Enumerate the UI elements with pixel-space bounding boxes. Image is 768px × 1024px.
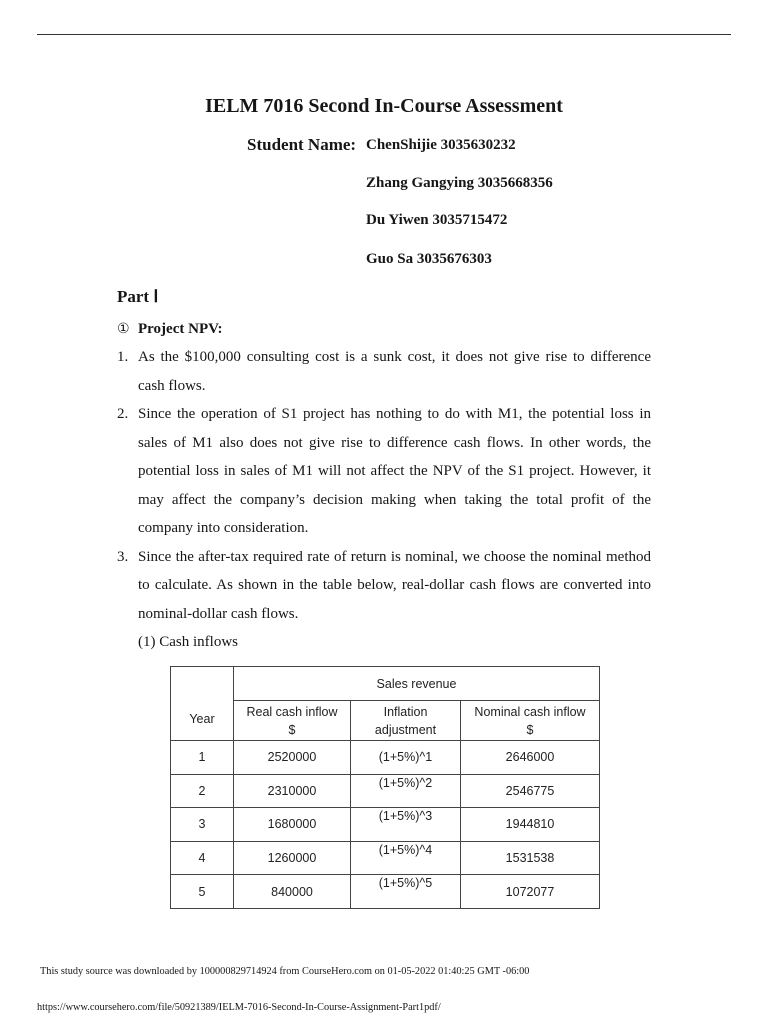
- text-line: As the $100,000 consulting cost is a sunk cost, it does not give rise to difference: [138, 349, 651, 365]
- list-item-number: 2.: [117, 406, 129, 422]
- list-item-number: 3.: [117, 548, 129, 565]
- list-item: [117, 543, 651, 629]
- document-title: IELM 7016 Second In-Course Assessment: [205, 95, 563, 117]
- inflation-adjustment-cell: (1+5%)^1: [351, 741, 461, 775]
- download-note: This study source was downloaded by 100000829714924 from CourseHero.com on 01-05-2022 01:40:25 GMT -06:00: [40, 966, 530, 977]
- table-row: [171, 841, 600, 875]
- year-cell: 3: [171, 808, 234, 842]
- nominal-cash-inflow-cell: 2646000: [461, 741, 600, 775]
- cash-inflows-subheading: (1) Cash inflows: [138, 634, 238, 650]
- header-line: $: [526, 722, 534, 737]
- student-name-label: Student Name:: [247, 135, 357, 154]
- table-group-header-row: [171, 667, 600, 701]
- source-url: https://www.coursehero.com/file/50921389/IELM-7016-Second-In-Course-Assignment-Part1pdf/: [37, 1002, 441, 1013]
- table-row: [171, 741, 600, 775]
- header-line: Real cash inflow: [246, 704, 338, 719]
- header-line: Inflation: [383, 704, 428, 719]
- text-line: Since the operation of S1 project has nothing to do with M1, the potential loss in: [138, 406, 651, 422]
- text-line: potential loss in sales of M1 will not affect the NPV of the S1 project. However, it: [138, 463, 651, 479]
- nominal-cash-inflow-cell: 1944810: [461, 808, 600, 842]
- real-cash-inflow-cell: 840000: [234, 875, 351, 909]
- real-cash-inflow-cell: 2310000: [234, 774, 351, 808]
- nominal-cash-inflow-cell: 1072077: [461, 875, 600, 909]
- text-line: company into consideration.: [138, 520, 309, 536]
- list-item-text: [138, 543, 651, 629]
- list-item: [117, 400, 651, 543]
- top-rule: [37, 34, 731, 35]
- header-line: Nominal cash inflow: [474, 704, 586, 719]
- table-row: [171, 774, 600, 808]
- student-name-2: Zhang Gangying 3035668356: [366, 175, 553, 191]
- list-item-text: [138, 400, 651, 543]
- inflation-adjustment-cell: (1+5%)^4: [351, 841, 461, 875]
- header-line: $: [288, 722, 296, 737]
- section-heading: [117, 317, 223, 341]
- year-cell: 1: [171, 741, 234, 775]
- table-row: [171, 808, 600, 842]
- circled-one-marker: ①: [117, 321, 130, 337]
- header-line: adjustment: [374, 722, 437, 737]
- list-item-text: [138, 343, 651, 400]
- text-line: to calculate. As shown in the table below, real-dollar cash flows are converted into: [138, 577, 651, 593]
- nominal-cash-inflow-cell: 2546775: [461, 774, 600, 808]
- text-line: cash flows.: [138, 377, 206, 394]
- list-item-number: 1.: [117, 349, 129, 365]
- real-cash-inflow-header: [234, 701, 351, 741]
- real-cash-inflow-cell: 1260000: [234, 841, 351, 875]
- student-name-1: ChenShijie 3035630232: [366, 137, 516, 153]
- text-line: Since the after-tax required rate of return is nominal, we choose the nominal method: [138, 548, 651, 565]
- nominal-cash-inflow-cell: 1531538: [461, 841, 600, 875]
- year-cell: 5: [171, 875, 234, 909]
- table-row: [171, 875, 600, 909]
- numbered-list: [117, 343, 651, 657]
- table-header-row: [171, 701, 600, 741]
- inflation-adjustment-cell: (1+5%)^2: [351, 774, 461, 808]
- text-line: nominal-dollar cash flows.: [138, 605, 299, 622]
- list-item: [117, 343, 651, 400]
- inflation-adjustment-cell: (1+5%)^3: [351, 808, 461, 842]
- student-name-4: Guo Sa 3035676303: [366, 251, 492, 267]
- inflation-adjustment-cell: (1+5%)^5: [351, 875, 461, 909]
- text-line: sales of M1 also does not give rise to difference cash flows. In other words, the: [138, 434, 651, 451]
- real-cash-inflow-cell: 1680000: [234, 808, 351, 842]
- year-cell: 2: [171, 774, 234, 808]
- year-cell: 4: [171, 841, 234, 875]
- inflation-adjustment-header: [351, 701, 461, 741]
- section-title: Project NPV:: [138, 321, 223, 337]
- student-name-3: Du Yiwen 3035715472: [366, 212, 508, 228]
- sales-revenue-header: Sales revenue: [234, 667, 600, 701]
- year-column-header: Year: [171, 667, 234, 741]
- nominal-cash-inflow-header: [461, 701, 600, 741]
- cash-inflow-table: [170, 666, 600, 909]
- text-line: may affect the company’s decision making when taking the total profit of the: [138, 491, 651, 508]
- real-cash-inflow-cell: 2520000: [234, 741, 351, 775]
- part-heading: Part Ⅰ: [117, 287, 159, 306]
